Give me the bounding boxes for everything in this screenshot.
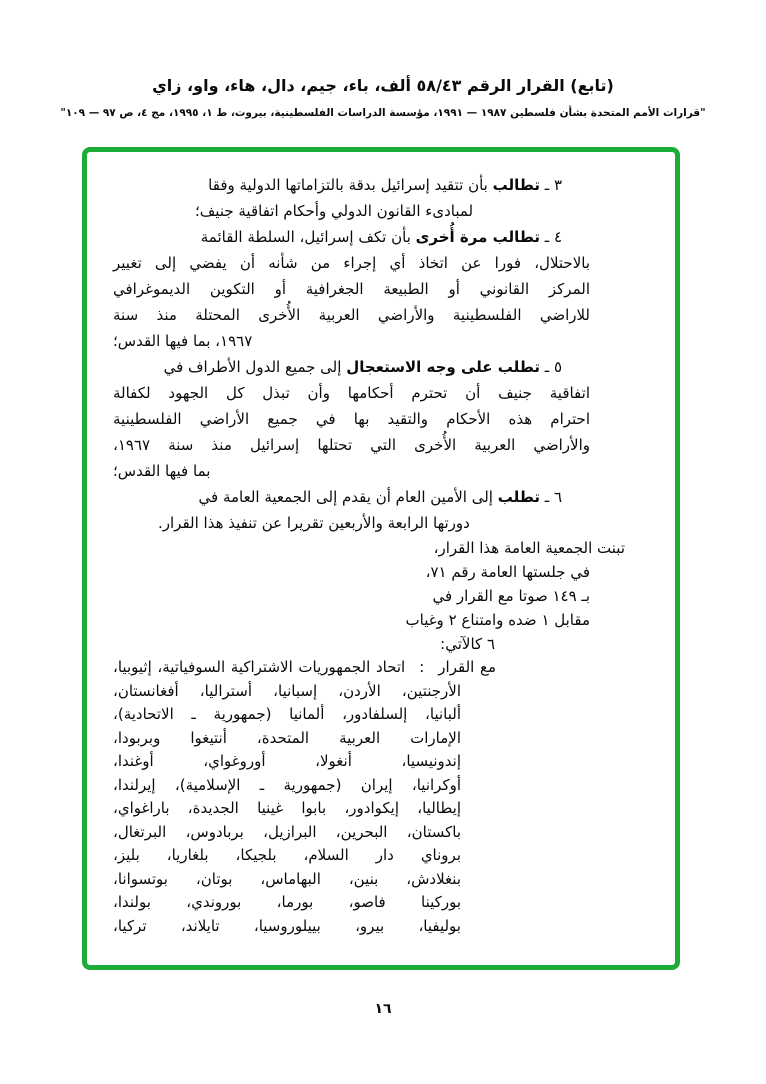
vote-line7: إيطاليا، إيكوادور، بابوا غينيا الجديدة، باراغواي، bbox=[113, 799, 461, 817]
paragraph-6 bbox=[113, 484, 590, 536]
paragraph-lead: تطالب bbox=[492, 176, 540, 194]
vote-line2: الأرجنتين، الأردن، إسبانيا، أستراليا، أفغانستان، bbox=[113, 681, 461, 700]
adoption-line2: في جلستها العامة رقم ٧١، bbox=[425, 563, 590, 581]
paragraph-lead: تطالب مرة أُخرى bbox=[415, 228, 540, 246]
vote-line10: بنغلادش، بنين، البهاماس، بوتان، بوتسوانا، bbox=[113, 869, 461, 888]
paragraph-4 bbox=[113, 224, 590, 354]
paragraph-marker: ٤ ـ bbox=[540, 228, 562, 246]
para6-line1 bbox=[113, 484, 590, 510]
vote-countries: اتحاد الجمهوريات الاشتراكية السوفياتية، إثيوبيا، bbox=[113, 658, 406, 676]
adoption-line4: مقابل ١ ضده وامتناع ٢ وغياب bbox=[405, 611, 590, 629]
paragraph-marker: ٣ ـ bbox=[540, 176, 562, 194]
adoption-line3: بـ ١٤٩ صوتا مع القرار في bbox=[432, 587, 590, 605]
para4-line5: ١٩٦٧، بما فيها القدس؛ bbox=[113, 332, 253, 350]
footer bbox=[0, 998, 766, 1017]
para-text: إلى الأمين العام أن يقدم إلى الجمعية العامة في bbox=[198, 488, 498, 506]
vote-line1 bbox=[113, 656, 625, 680]
paragraph-marker: ٦ ـ bbox=[540, 488, 562, 506]
vote-label: مع القرار bbox=[438, 658, 496, 676]
source-citation: "قرارات الأمم المتحدة بشأن فلسطين ١٩٨٧ — ١٩٩١، مؤسسة الدراسات الفلسطينية، بيروت، ط ١، ١٩٩٥، مج ٤، ص ٩٧ — ١٠٩" bbox=[60, 107, 706, 119]
paragraph-lead: تطلب على وجه الاستعجال bbox=[346, 358, 540, 376]
adoption-line1: تبنت الجمعية العامة هذا القرار، bbox=[433, 539, 625, 557]
vote-line12: بوليفيا، بيرو، بييلوروسيا، تايلاند، تركيا، bbox=[113, 916, 461, 935]
adoption-line5: ٦ كالآتي: bbox=[440, 635, 495, 653]
paragraph-marker: ٥ ـ bbox=[540, 358, 562, 376]
para5-line2: اتفاقية جنيف أن تحترم أحكامها وأن تبذل كل الجهود لكفالة bbox=[113, 384, 590, 402]
vote-line3: ألبانيا، إلسلفادور، ألمانيا (جمهورية ـ الاتحادية)، bbox=[113, 705, 461, 723]
para4-line4: للاراضي الفلسطينية والأراضي العربية الأُخرى المحتلة منذ سنة bbox=[113, 306, 590, 324]
document-content bbox=[87, 152, 675, 965]
vote-line6: أوكرانيا، إيران (جمهورية ـ الإسلامية)، إيرلندا، bbox=[113, 775, 461, 794]
vote-line11: بوركينا فاصو، بورما، بوروندي، بولندا، bbox=[113, 893, 461, 911]
para5-line1 bbox=[113, 354, 590, 380]
colon-separator: : bbox=[419, 658, 425, 676]
para6-line2: دورتها الرابعة والأربعين تقريرا عن تنفيذ هذا القرار. bbox=[158, 514, 470, 532]
para-text: إلى جميع الدول الأطراف في bbox=[163, 358, 347, 376]
para4-line3: المركز القانوني أو الطبيعة الجغرافية أو التكوين الديموغرافي bbox=[113, 280, 590, 298]
para5-line5: بما فيها القدس؛ bbox=[113, 462, 211, 480]
page-number: ١٦ bbox=[374, 1001, 392, 1017]
vote-line4: الإمارات العربية المتحدة، أنتيغوا وبربودا، bbox=[113, 728, 461, 747]
vote-result-list bbox=[113, 656, 590, 938]
paragraph-5 bbox=[113, 354, 590, 484]
para5-line3: احترام هذه الأحكام والتقيد بها في جميع الأراضي الفلسطينية bbox=[113, 410, 590, 428]
para3-line1 bbox=[113, 172, 590, 198]
para-text: بأن تكف إسرائيل، السلطة القائمة bbox=[200, 228, 416, 246]
paragraph-lead: تطلب bbox=[497, 488, 540, 506]
paragraph-3 bbox=[113, 172, 590, 224]
vote-line9: بروناي دار السلام، بلجيكا، بلغاريا، بليز، bbox=[113, 846, 461, 864]
para-text: بأن تتقيد إسرائيل بدقة بالتزاماتها الدولية وفقا bbox=[208, 176, 493, 194]
para4-line1 bbox=[113, 224, 590, 250]
para5-line4: والأراضي العربية الأُخرى التي تحتلها إسرائيل منذ سنة ١٩٦٧، bbox=[113, 436, 590, 454]
header bbox=[0, 74, 766, 121]
adoption-note bbox=[113, 536, 625, 656]
para3-line2: لمبادىء القانون الدولي وأحكام اتفاقية جنيف؛ bbox=[195, 202, 474, 220]
para4-line2: بالاحتلال، فورا عن اتخاذ أي إجراء من شأنه أن يفضي إلى تغيير bbox=[113, 254, 590, 272]
vote-line5: إندونيسيا، أنغولا، أوروغواي، أوغندا، bbox=[113, 752, 461, 770]
document-frame bbox=[82, 147, 680, 970]
vote-line8: باكستان، البحرين، البرازيل، بربادوس، البرتغال، bbox=[113, 822, 461, 841]
resolution-title: (تابع) القرار الرقم ٥٨/٤٣ ألف، باء، جيم، دال، هاء، واو، زاي bbox=[152, 76, 614, 95]
